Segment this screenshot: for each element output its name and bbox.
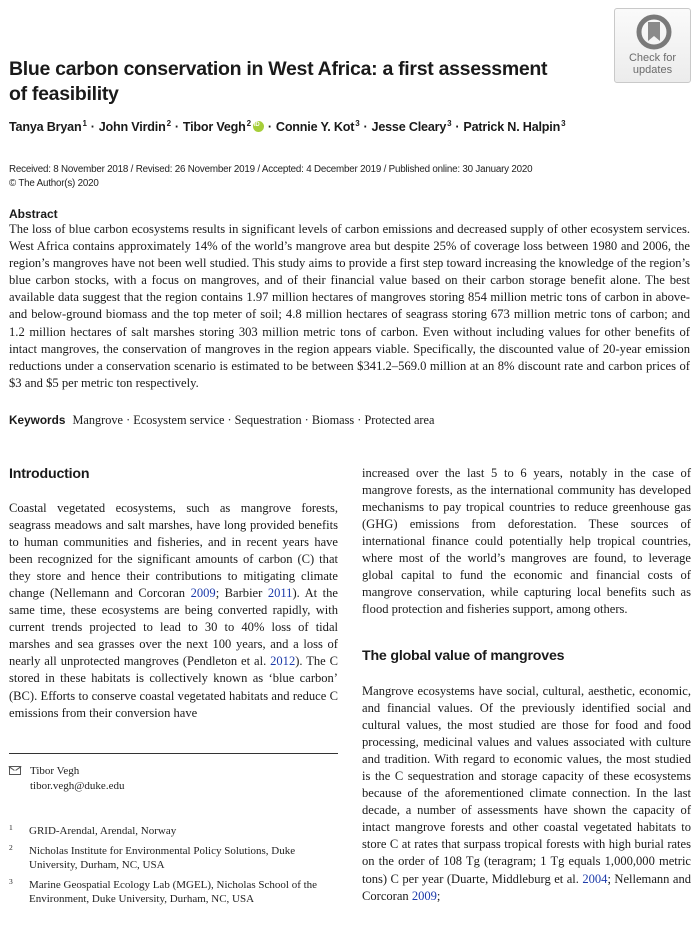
footnote-divider bbox=[9, 753, 338, 754]
author-list bbox=[9, 119, 565, 134]
affiliation-number: 1 bbox=[9, 823, 13, 832]
orcid-icon[interactable] bbox=[253, 121, 264, 132]
citation-link[interactable]: 2011 bbox=[267, 586, 293, 601]
citation-link[interactable]: 2012 bbox=[270, 654, 296, 669]
affiliation bbox=[9, 824, 338, 838]
article-title: Blue carbon conservation in West Africa: a first assessment of feasibility bbox=[9, 58, 548, 106]
author-separator: · bbox=[455, 120, 460, 134]
affiliation-text: Nicholas Institute for Environmental Policy Solutions, Duke University, Durham, NC, USA bbox=[29, 845, 296, 871]
author[interactable]: John Virdin$^2$ bbox=[98, 119, 171, 134]
citation-link[interactable]: 2004 bbox=[582, 871, 608, 886]
section-heading-global-value: The global value of mangroves bbox=[362, 648, 565, 664]
affiliation bbox=[9, 878, 338, 906]
author-separator: · bbox=[363, 120, 368, 134]
introduction-left-column bbox=[9, 500, 338, 722]
affiliation-text: Marine Geospatial Ecology Lab (MGEL), Nicholas School of the Environment, Duke University, Durham, NC, USA bbox=[29, 879, 318, 905]
paragraph: increased over the last 5 to 6 years, notably in the case of mangrove forests, as the international community has developed mechanisms to pay tropical countries to reduce greenhouse gas (GHG) emissions from deforestation. These sources of international finance could potentially help tropical countries, where most of the world’s mangroves are found, to leverage global capital to fund the economic and financial costs of mangrove conservation, while capturing local benefits such as flood protection and fisheries support, among others. bbox=[362, 466, 691, 617]
keywords-label: Keywords bbox=[9, 413, 66, 427]
section-heading-introduction: Introduction bbox=[9, 466, 90, 482]
affiliation bbox=[9, 844, 338, 872]
keywords-list: Mangrove · Ecosystem service · Sequestration · Biomass · Protected area bbox=[72, 413, 435, 427]
author-separator: · bbox=[90, 120, 95, 134]
author[interactable]: Connie Y. Kot$^3$ bbox=[275, 119, 360, 134]
citation-link[interactable]: 2009 bbox=[411, 888, 437, 903]
check-for-updates-badge[interactable] bbox=[614, 8, 691, 83]
badge-line-2: updates bbox=[632, 63, 673, 76]
author-separator: · bbox=[267, 120, 272, 134]
affiliation-text: GRID-Arendal, Arendal, Norway bbox=[29, 825, 177, 837]
crossmark-icon bbox=[636, 14, 672, 50]
badge-line-1: Check for bbox=[628, 52, 677, 64]
corresponding-author-email[interactable]: tibor.vegh@duke.edu bbox=[30, 780, 125, 792]
global-value-column bbox=[362, 683, 691, 905]
corresponding-author-name: Tibor Vegh bbox=[30, 765, 80, 777]
paragraph: Mangrove ecosystems have social, cultural, aesthetic, economic, and financial values. Of the previously identified social and cultural values, the most studied are those for food and food processing, medicinal values and values associated with culture and tradition. With regard to economic values, the most studied is the C sequestration and storage capacity of these ecosystems because of the aforementioned climate connection. In the last decade, a number of assessments have shown the capacity of intact mangrove forests and other coastal vegetated habitats to store C at rates that surpass tropical forests with high burial rates on the order of 108 Tg (teragram; 1 Tg equals 1,000,000 metric tons) C per year (Duarte, Middleburg et al. 2004; Nellemann and Corcoran 2009; bbox=[362, 684, 691, 903]
introduction-right-column bbox=[362, 465, 691, 618]
abstract-text: The loss of blue carbon ecosystems results in significant levels of carbon emissions and decreased supply of other ecosystem services. West Africa contains approximately 14% of the world’s mangrove area but despite 25% of coverage loss between 1980 and 2006, the region’s mangroves have not been well studied. This study aims to provide a first step toward increasing the knowledge of the region’s blue carbon stocks, with a focus on mangroves, and of their financial value based on their carbon storage benefit alone. The best available data suggest that the region contains 1.97 million hectares of mangroves storing 854 million metric tons of carbon in above- and below-ground biomass and the top meter of soil; 4.8 million hectares of seagrass storing 673 million metric tons of carbon; and 1.2 million hectares of salt marshes storing 303 million metric tons of carbon. Even without including values for other benefits of intact mangroves, the conservation of mangroves in the region appears viable. Specifically, the discounted value of 20-year emission reductions under a conservation scenario is estimated to be between $341.2–569.0 million at an 8% discount rate and carbon prices of $3 and $5 per metric ton respectively. bbox=[9, 222, 690, 390]
author[interactable]: Tibor Vegh$^2$ bbox=[182, 119, 251, 134]
citation-link[interactable]: 2009 bbox=[190, 586, 216, 601]
keywords bbox=[9, 413, 434, 428]
paragraph: Coastal vegetated ecosystems, such as mangrove forests, seagrass meadows and salt marshes, have long provided benefits to human communities and fisheries, and in recent years have been recognized for the significant amounts of carbon (C) that they store and hence their contributions to mitigating climate change (Nellemann and Corcoran 2009; Barbier 2011). At the same time, these ecosystems are being converted rapidly, with current trends projected to lead to 30 to 40% loss of tidal marshes and sea grasses over the next 100 years, and a loss of nearly all unprotected mangroves (Pendleton et al. 2012). The C stored in these habitats is collectively known as ‘blue carbon’ (BC). Efforts to conserve coastal vegetated habitats and reduce C emissions from their conversion have bbox=[9, 501, 338, 720]
author[interactable]: Patrick N. Halpin$^3$ bbox=[463, 119, 566, 134]
affiliation-number: 2 bbox=[9, 843, 13, 852]
publication-dates bbox=[9, 163, 532, 190]
envelope-icon bbox=[9, 766, 21, 775]
author-separator: · bbox=[174, 120, 179, 134]
corresponding-author bbox=[9, 764, 124, 794]
abstract-heading: Abstract bbox=[9, 207, 58, 221]
history-dates: Received: 8 November 2018 / Revised: 26 November 2019 / Accepted: 4 December 2019 / Published online: 30 January 2020 bbox=[9, 164, 533, 175]
author[interactable]: Jesse Cleary$^3$ bbox=[371, 119, 452, 134]
copyright: © The Author(s) 2020 bbox=[9, 177, 99, 189]
author[interactable]: Tanya Bryan$^1$ bbox=[9, 119, 87, 134]
affiliation-number: 3 bbox=[9, 877, 13, 886]
